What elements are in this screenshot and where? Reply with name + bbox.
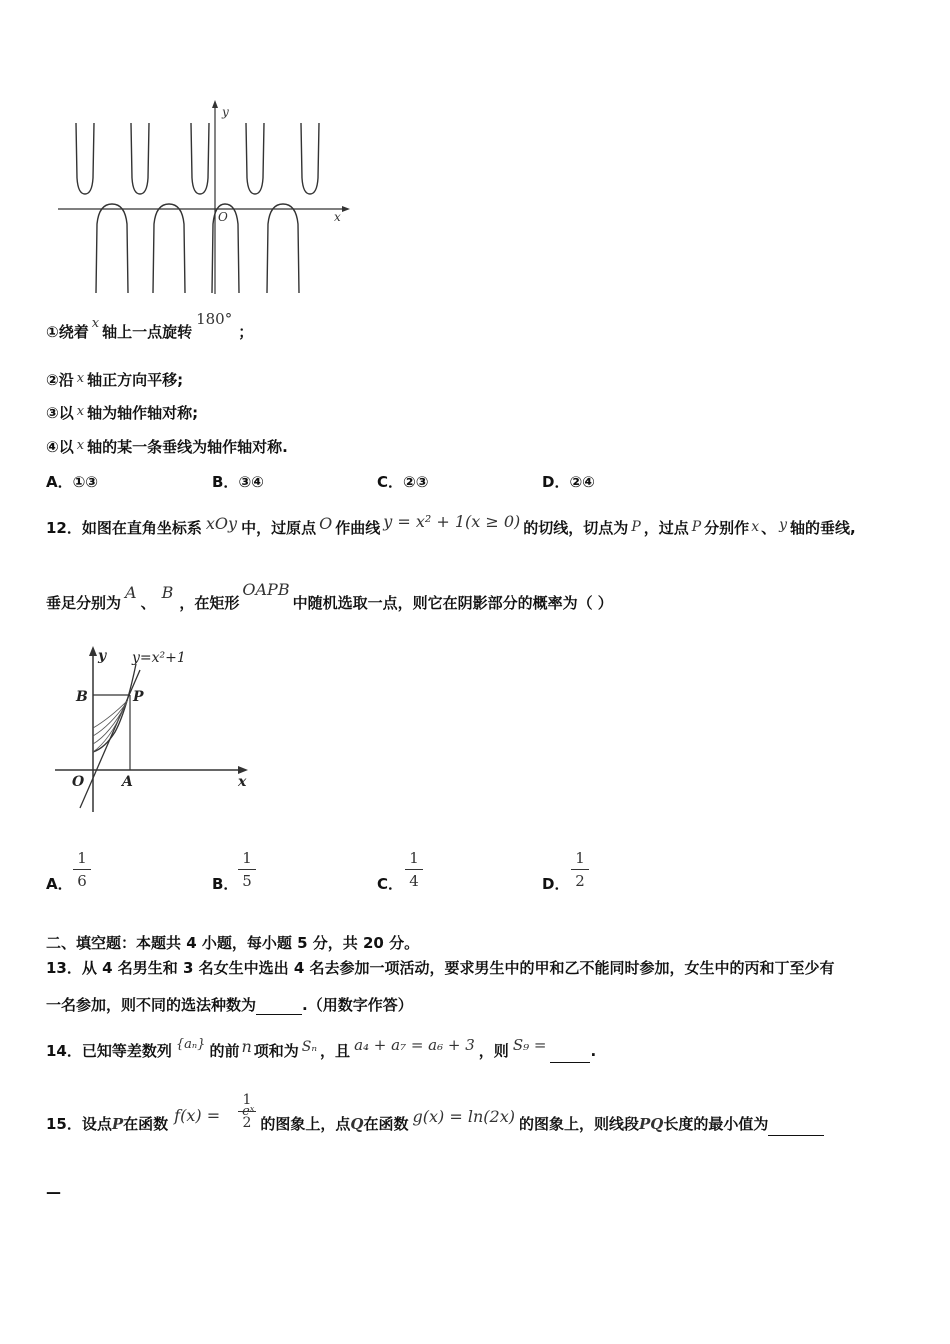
y-axis-arrow (212, 100, 218, 108)
q15-half-fraction: 1 2 (237, 1091, 257, 1132)
shaded-region (93, 700, 128, 752)
tangent-graph (50, 640, 270, 815)
x-axis-label: x (334, 210, 341, 224)
point-b-label: B (76, 689, 88, 705)
q12-line2: 垂足分别为A、B，在矩形OAPB中随机选取一点，则它在阴影部分的概率为（ ） (46, 580, 613, 612)
q12-option-a-label[interactable]: A． (46, 875, 73, 893)
q13-line2: 一名参加，则不同的选法种数为 .（用数字作答） (46, 996, 413, 1014)
upper-branch (131, 123, 149, 194)
upper-branch (76, 123, 94, 194)
q13-answer-blank[interactable] (256, 1000, 302, 1015)
upper-branches (76, 123, 319, 194)
transform-1: ①绕着 x 轴上一点旋转180°； (46, 310, 254, 341)
x-axis-arrow (238, 766, 248, 774)
lower-branch (96, 204, 128, 293)
q15-continuation: — (46, 1183, 61, 1201)
q11-option-d[interactable]: D．②④ (542, 473, 595, 491)
q15: 15．设点P在函数 f(x) = eˣ的图象上，点Q在函数 g(x) = ln(2x) 的图象上，则线段PQ长度的最小值为 (46, 1114, 824, 1136)
q15-answer-blank[interactable] (768, 1121, 824, 1136)
origin-label: O (218, 210, 228, 224)
x-axis-arrow (342, 206, 350, 212)
y-axis-label: y (98, 648, 107, 664)
y-axis-arrow (89, 646, 97, 656)
q12-option-a-fraction: 1 6 (72, 849, 92, 890)
upper-branch (246, 123, 264, 194)
lower-branches (96, 204, 299, 293)
q13-line1: 13．从 4 名男生和 3 名女生中选出 4 名去参加一项活动，要求男生中的甲和乙不能同时参加，女生中的丙和丁至少有 (46, 959, 835, 977)
q12-option-c-fraction: 1 4 (404, 849, 424, 890)
q12-option-b-label[interactable]: B． (212, 875, 239, 893)
point-a-label: A (122, 774, 133, 790)
x-axis-label: x (238, 774, 247, 790)
q11-option-c[interactable]: C．②③ (377, 473, 429, 491)
curve-label: y=x²+1 (132, 650, 186, 666)
q12-option-d-fraction: 1 2 (570, 849, 590, 890)
transform-2: ②沿 x 轴正方向平移; (46, 371, 184, 389)
q11-option-b[interactable]: B．③④ (212, 473, 264, 491)
upper-branch (301, 123, 319, 194)
origin-label: O (72, 774, 85, 790)
q12-option-d-label[interactable]: D． (542, 875, 570, 893)
periodic-graph (50, 98, 370, 298)
q12-option-c-label[interactable]: C． (377, 875, 404, 893)
y-axis-label: y (222, 105, 229, 119)
section-2-heading: 二、填空题：本题共 4 小题，每小题 5 分，共 20 分。 (46, 934, 420, 952)
q14: 14．已知等差数列 {aₙ} 的前 n 项和为 Sₙ ，且 a₄ + a₇ = a₆ + 3 ，则 S₉ = . (46, 1041, 596, 1063)
q14-answer-blank[interactable] (550, 1048, 590, 1063)
lower-branch (153, 204, 185, 293)
lower-branch (267, 204, 299, 293)
q12-option-b-fraction: 1 5 (237, 849, 257, 890)
point-p-label: P (133, 689, 144, 705)
transform-3: ③以 x 轴为轴作轴对称; (46, 404, 199, 422)
transform-4: ④以 x 轴的某一条垂线为轴作轴对称. (46, 438, 288, 456)
q12-line1: 12．如图在直角坐标系 xOy 中，过原点 O 作曲线 y = x² + 1(x ≥ 0) 的切线，切点为 P ，过点 P 分别作 x 、 y 轴的垂线, (46, 512, 856, 537)
upper-branch (191, 123, 209, 194)
q11-option-a[interactable]: A．①③ (46, 473, 99, 491)
